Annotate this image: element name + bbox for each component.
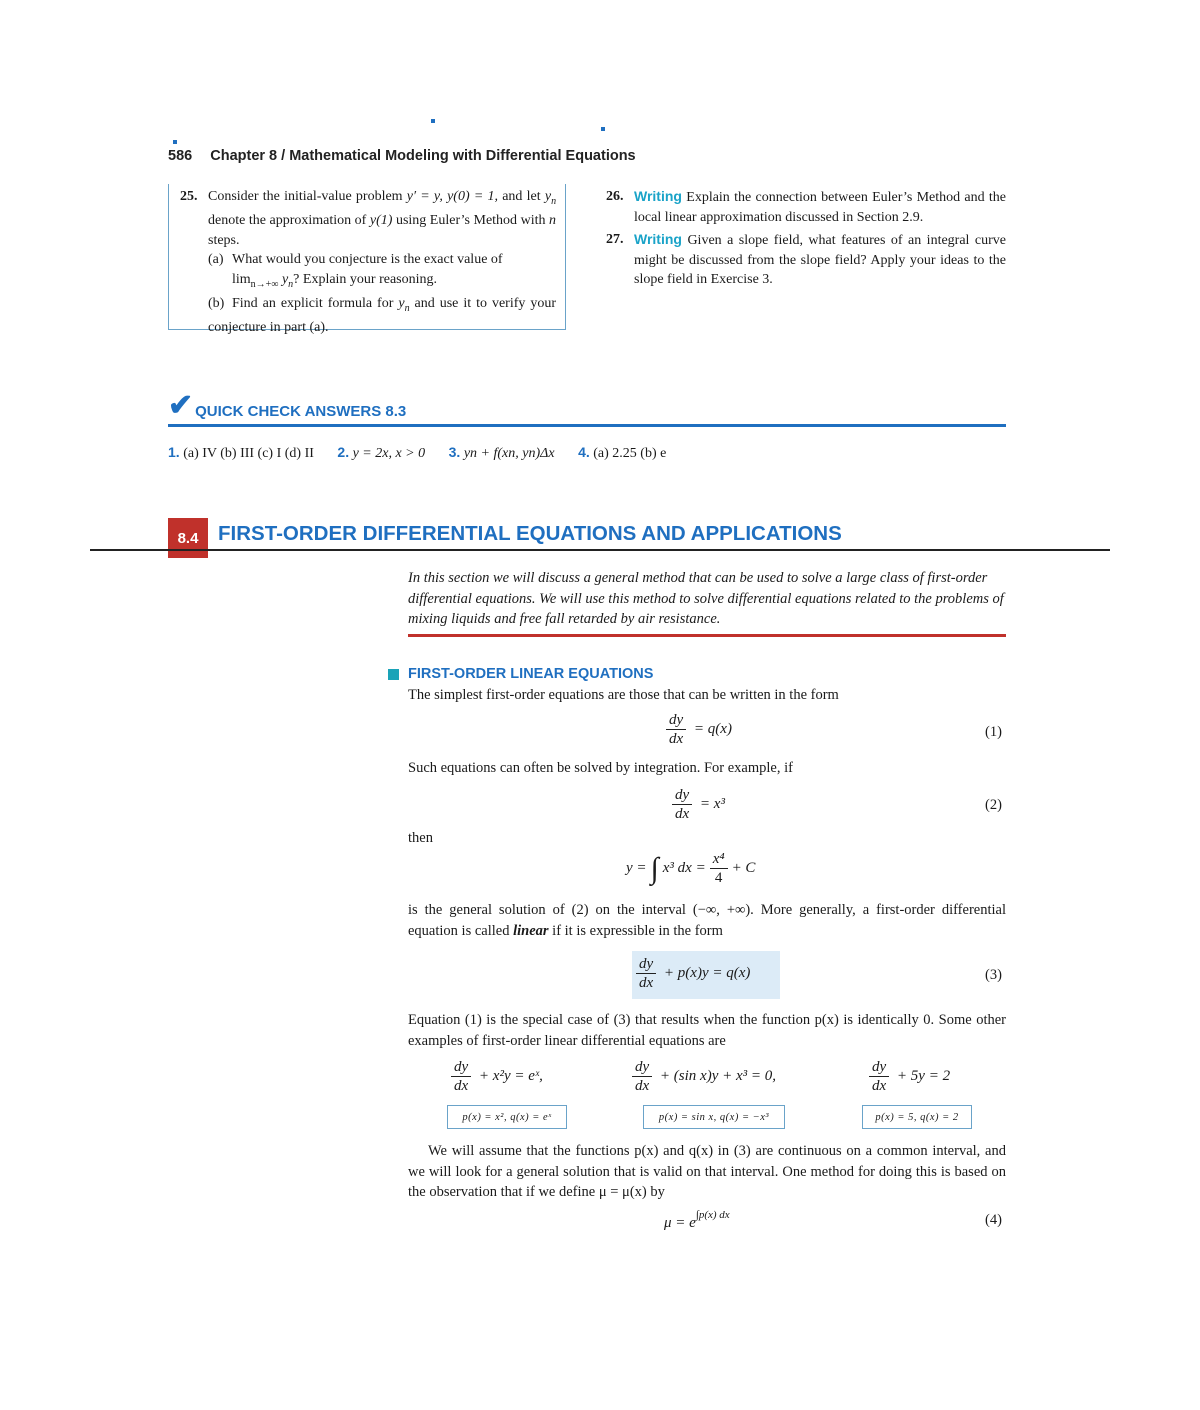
fraction-numerator: dy bbox=[632, 1058, 652, 1077]
initial-condition: y′ = y, y(0) = 1, bbox=[406, 189, 498, 204]
paragraph-2: Such equations can often be solved by integration. For example, if bbox=[408, 760, 793, 776]
part-a-tail: ? Explain your reasoning. bbox=[293, 271, 438, 287]
answer-number: 3. bbox=[448, 444, 461, 460]
exercise-text-d: steps. bbox=[208, 232, 240, 248]
fraction-denominator: dx bbox=[872, 1078, 887, 1094]
equation-number: (4) bbox=[985, 1212, 1002, 1228]
fraction-denominator: dx bbox=[454, 1078, 469, 1094]
equation-number: (3) bbox=[985, 967, 1002, 983]
answer-number: 1. bbox=[168, 444, 180, 460]
exercise-25 bbox=[180, 187, 556, 338]
fraction-numerator: dy bbox=[672, 786, 692, 805]
exercise-text-a: and let bbox=[502, 189, 541, 204]
exercise-number: 26. bbox=[606, 189, 624, 204]
equation-rhs: + (sin x)y + x³ = 0, bbox=[659, 1067, 777, 1084]
equation-rhs: = q(x) bbox=[693, 720, 732, 737]
fraction-numerator: dy bbox=[666, 711, 686, 730]
n-symbol: n bbox=[549, 213, 557, 229]
exponent: ∫p(x) dx bbox=[695, 1209, 730, 1221]
part-text: What would you conjecture is the exact value of bbox=[232, 252, 503, 268]
fraction-denominator: 4 bbox=[714, 870, 723, 886]
quick-check-heading: QUICK CHECK ANSWERS 8.3 bbox=[195, 403, 407, 420]
section-number-badge: 8.4 bbox=[168, 518, 208, 558]
paragraph-5: Equation (1) is the special case of (3) that results when the function p(x) is identically 0. Some other examples of first-order linear differential equations are bbox=[408, 1012, 1006, 1049]
exercise-number: 25. bbox=[180, 189, 198, 204]
answer-number: 4. bbox=[578, 444, 590, 460]
integral-equation bbox=[626, 850, 755, 887]
fraction-denominator: dx bbox=[639, 975, 654, 991]
answer-text: (a) 2.25 (b) e bbox=[593, 446, 667, 461]
running-header bbox=[168, 148, 636, 164]
paragraph-3: then bbox=[408, 830, 433, 846]
marker-dot bbox=[173, 140, 177, 144]
exercise-text bbox=[208, 187, 556, 250]
section-intro: In this section we will discuss a general method that can be used to solve a large class of first-order differential equations. We will use this method to solve differential equations related to the problems of mixing liquids and free fall retarded by air resistance. bbox=[408, 570, 1004, 627]
coefficient-box: p(x) = 5, q(x) = 2 bbox=[862, 1105, 972, 1129]
paragraph-4 bbox=[408, 900, 1006, 941]
section-title: FIRST-ORDER DIFFERENTIAL EQUATIONS AND APPLICATIONS bbox=[218, 522, 842, 545]
coefficient-box: p(x) = x², q(x) = eˣ bbox=[447, 1105, 567, 1129]
equation-3 bbox=[636, 955, 750, 992]
exercise-text-b: denote the approximation of bbox=[208, 213, 367, 229]
answer-text: yn + f(xn, yn)Δx bbox=[463, 446, 555, 461]
subsection-heading bbox=[388, 666, 653, 682]
paragraph-1: The simplest first-order equations are those that can be written in the form bbox=[408, 687, 839, 703]
fraction-numerator: x⁴ bbox=[710, 850, 728, 869]
integral-sign: ∫ bbox=[650, 851, 659, 885]
yn-symbol: $y_n$ bbox=[544, 189, 557, 207]
section-rule bbox=[90, 549, 1110, 551]
fraction-denominator: dx bbox=[675, 806, 690, 822]
answer-number: 2. bbox=[337, 444, 350, 460]
exercise-part-a bbox=[208, 250, 556, 294]
part-label: (b) bbox=[208, 296, 225, 312]
example-equation-1 bbox=[451, 1058, 543, 1095]
integral-lhs: y = bbox=[626, 860, 647, 876]
exercise-text bbox=[634, 230, 1006, 290]
equation-rhs: + p(x)y = q(x) bbox=[663, 964, 751, 981]
fraction-denominator: dx bbox=[635, 1078, 650, 1094]
equation-rhs: + x²y = eˣ, bbox=[478, 1067, 543, 1084]
exercise-part-b: (b) Find an explicit formula for $y_n$ and use it to verify your conjecture in part (a). bbox=[208, 296, 557, 336]
exercise-text-c: using Euler’s Method with bbox=[395, 213, 546, 229]
exercise-27 bbox=[606, 230, 1006, 290]
writing-tag: Writing bbox=[634, 188, 682, 204]
exercise-body: Explain the connection between Euler’s Method and the local linear approximation discussed in Section 2.9. bbox=[634, 190, 1007, 225]
quick-check-answers bbox=[168, 444, 666, 462]
integrand: x³ dx = bbox=[662, 860, 706, 876]
fraction-numerator: dy bbox=[869, 1058, 889, 1077]
paragraph-6: We will assume that the functions p(x) and q(x) in (3) are continuous on a common interval, and we will look for a general solution that is valid on that interval. One method for doing this is based on the observation that if we define μ = μ(x) by bbox=[408, 1143, 1006, 1200]
y-of-one: y(1) bbox=[369, 213, 393, 229]
answer-text: (a) IV (b) III (c) I (d) II bbox=[183, 446, 314, 461]
limit-word: lim bbox=[232, 271, 251, 287]
checkmark-icon: ✔ bbox=[168, 389, 194, 422]
intro-rule bbox=[408, 634, 1006, 637]
equation-rhs: = x³ bbox=[699, 795, 725, 812]
example-equation-2 bbox=[632, 1058, 776, 1095]
equation-1 bbox=[666, 711, 732, 748]
part-a-continuation: $\lim_{n\to+\infty} y_n$? Explain your reasoning. bbox=[232, 271, 438, 290]
subsection-title: FIRST-ORDER LINEAR EQUATIONS bbox=[408, 666, 654, 682]
answer-text: y = 2x, x > 0 bbox=[352, 446, 426, 461]
marker-dot bbox=[601, 127, 605, 131]
page-number: 586 bbox=[168, 148, 193, 164]
equation-lhs: μ = e bbox=[664, 1215, 696, 1231]
equation-number: (2) bbox=[985, 797, 1002, 813]
fraction-numerator: dy bbox=[636, 955, 656, 974]
fraction-denominator: dx bbox=[669, 731, 684, 747]
equation-rhs: + 5y = 2 bbox=[896, 1067, 951, 1084]
chapter-title: Chapter 8 / Mathematical Modeling with Differential Equations bbox=[210, 148, 636, 164]
exercise-text bbox=[634, 187, 1006, 227]
linear-term: linear bbox=[513, 922, 549, 939]
coefficient-box: p(x) = sin x, q(x) = −x³ bbox=[643, 1105, 785, 1129]
exercise-body: Given a slope field, what features of an integral curve might be discussed from the slope field? Apply your ideas to the slope field in Exercise 3. bbox=[634, 233, 1006, 287]
exercise-number: 27. bbox=[606, 232, 624, 247]
quick-check-title bbox=[168, 389, 407, 422]
equation-number: (1) bbox=[985, 724, 1002, 740]
paragraph-text: if it is expressible in the form bbox=[552, 922, 723, 939]
square-bullet-icon bbox=[388, 669, 399, 680]
equation-2 bbox=[672, 786, 725, 823]
exercise-26 bbox=[606, 187, 1006, 227]
marker-dot bbox=[431, 119, 435, 123]
integral-tail: + C bbox=[731, 860, 756, 876]
fraction-numerator: dy bbox=[451, 1058, 471, 1077]
paragraph-text: is the general solution of (2) on the interval (−∞, +∞). More generally, a first-order differential equation is called bbox=[408, 902, 1006, 939]
part-text: Find an explicit formula for bbox=[232, 296, 394, 312]
quick-check-rule bbox=[168, 424, 1006, 427]
example-equation-3 bbox=[869, 1058, 950, 1095]
writing-tag: Writing bbox=[634, 231, 682, 247]
part-label: (a) bbox=[208, 252, 224, 268]
exercise-lead: Consider the initial-value problem bbox=[208, 189, 403, 204]
limit-subscript: n→+∞ bbox=[250, 278, 279, 290]
equation-4 bbox=[664, 1209, 730, 1232]
part-b-tail: and use it to verify your conjecture in part (a). bbox=[208, 296, 557, 336]
